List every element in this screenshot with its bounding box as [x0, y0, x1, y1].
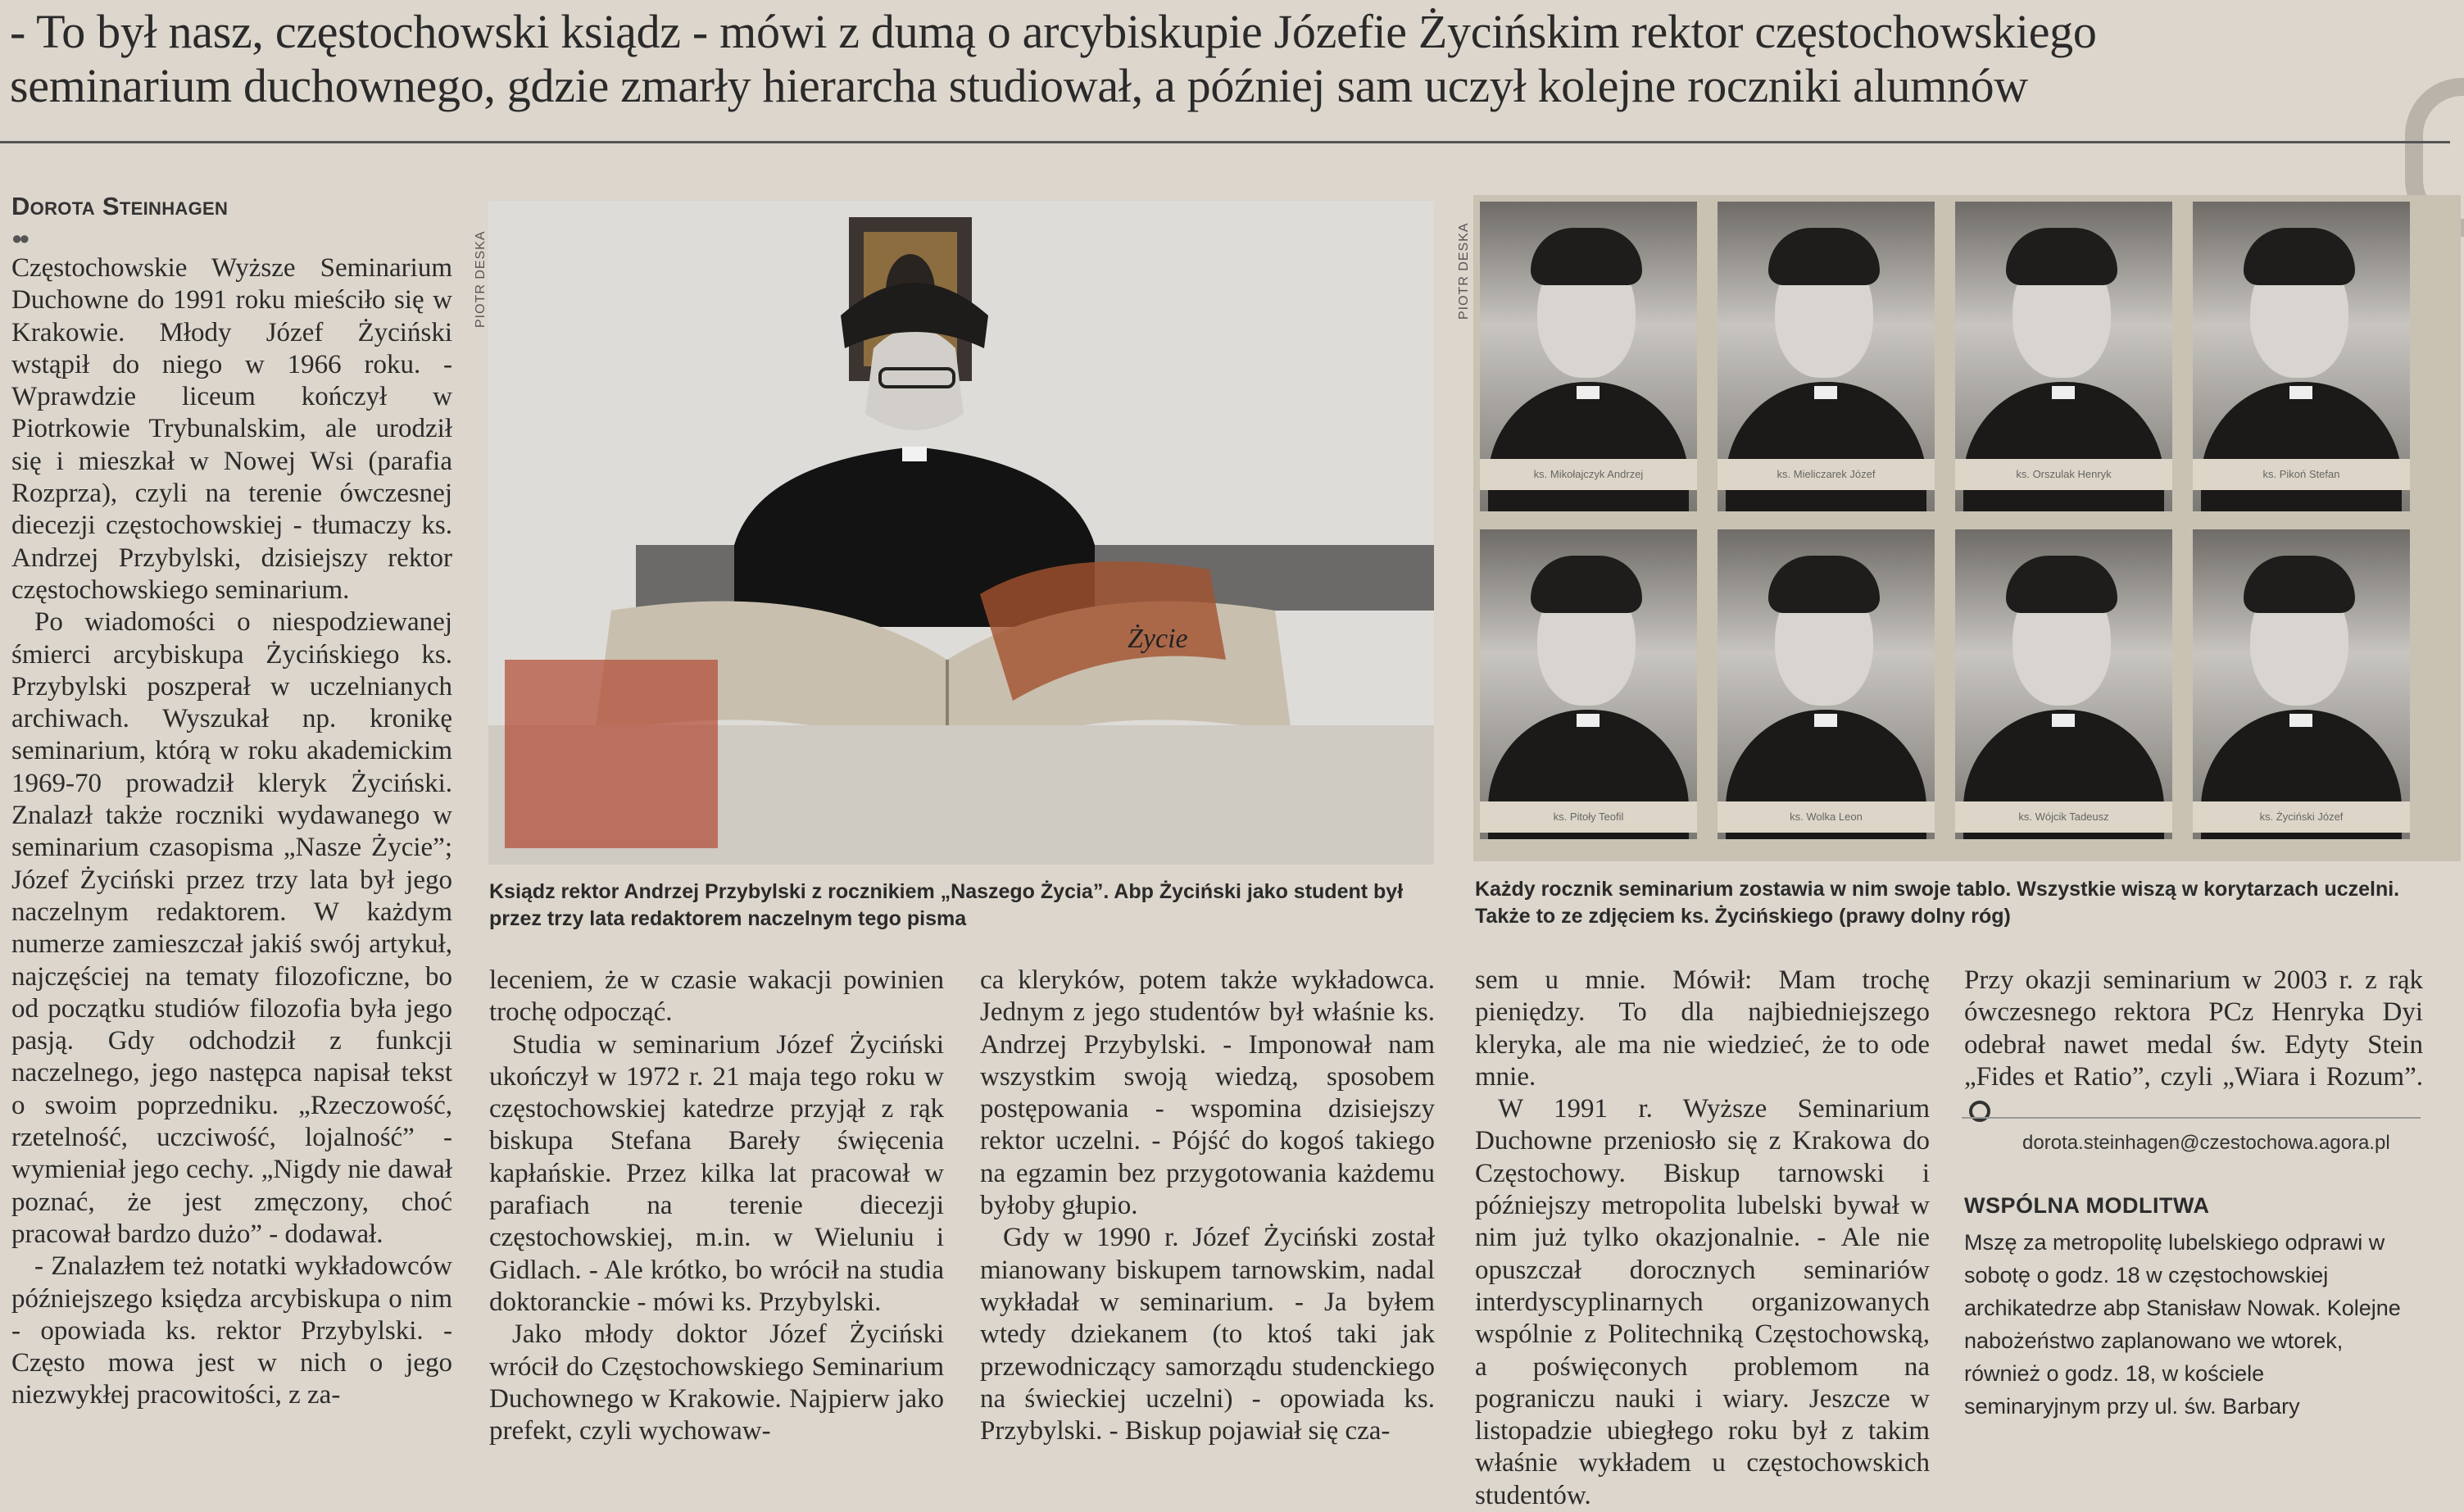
article-column-2	[489, 965, 944, 1473]
photo-illustration	[488, 201, 1434, 865]
paragraph: - Znalazłem też notatki wykładowców późniejszego księdza arcybiskupa o nim - opowiada ks. rektor Przybylski. - Często mowa jest w nich o jego niezwykłej pracowitości, z za-	[11, 1251, 452, 1410]
portrait	[1718, 529, 1935, 839]
byline: Dorota Steinhagen	[11, 192, 229, 220]
author-email: dorota.steinhagen@czestochowa.agora.pl	[2022, 1132, 2390, 1154]
photo-rector-with-yearbook	[488, 201, 1434, 865]
portrait-name: ks. Orszulak Henryk	[1955, 459, 2172, 490]
portrait-name: ks. Pikoń Stefan	[2193, 459, 2410, 490]
portrait-name: ks. Wójcik Tadeusz	[1955, 801, 2172, 833]
article-column-3	[980, 965, 1435, 1473]
article-column-1	[11, 252, 452, 1482]
paragraph-text: Przy okazji seminarium w 2003 r. z rąk ówczesnego rektora PCz Henryka Dyi odebrał nawet medal św. Edyty Stein „Fides et Ratio”, czyli „Wiara i Rozum”.	[1964, 965, 2423, 1092]
photo-2-caption: Każdy rocznik seminarium zostawia w nim swoje tablo. Wszystkie wiszą w korytarzach uczelni. Także to ze zdjęciem ks. Życińskiego (prawy dolny róg)	[1475, 878, 2400, 928]
paragraph: Gdy w 1990 r. Józef Życiński został mianowany biskupem tarnowskim, nadal wykładał w seminarium. - Ja byłem wtedy dziekanem (to ktoś taki jak przewodniczący samorządu studenckiego na świeckiej uczelni) - opowiada ks. Przybylski. - Biskup pojawiał się cza-	[980, 1223, 1435, 1446]
email-rule	[1962, 1117, 2421, 1119]
paragraph: Studia w seminarium Józef Życiński ukończył w 1972 r. 21 maja tego roku w częstochowskiej katedrze przyjął z rąk biskupa Stefana Bareły święcenia kapłańskie. Przez kilka lat pracował w parafiach na terenie diecezji częstochowskiej, m.in. w Wieluniu i Gidlach. - Ale krótko, bo wrócił na studia doktoranckie - mówi ks. Przybylski.	[489, 1029, 944, 1317]
section-body: Mszę za metropolitę lubelskiego odprawi w sobotę o godz. 18 w częstochowskiej archikatedrze abp Stanisław Nowak. Kolejne nabożeństwo zaplanowano we wtorek, również o godz. 18, w kościele seminaryjnym przy ul. św. Barbary	[1964, 1230, 2401, 1419]
paragraph: Po wiadomości o niespodziewanej śmierci arcybiskupa Życińskiego ks. Przybylski poszperał w uczelnianych archiwach. Wyszukał np. kronikę seminarium, którą w roku akademickim 1969-70 prowadził kleryk Życiński. Znalazł także roczniki wydawanego w seminarium czasopisma „Nasze Życie”; Józef Życiński przez trzy lata był jego naczelnym redaktorem. W każdym numerze zamieszczał jakiś swój artykuł, najczęściej na tematy filozoficzne, bo od początku studiów filozofia była jego pasją. Gdy odchodził z funkcji naczelnego, jego następca napisał tekst o swoim poprzedniku. „Rzeczowość, rzetelność, uczciwość, lojalność” - wymieniał jego cechy. „Nigdy nie dawał poznać, że jest zmęczony, choć pracował bardzo dużo” - dodawał.	[11, 607, 452, 1249]
photo-seminary-tablo	[1473, 195, 2461, 861]
paragraph: leceniem, że w czasie wakacji powinien trochę odpocząć.	[489, 965, 944, 1028]
book-title-text: Życie	[1128, 624, 1188, 654]
portrait-name: ks. Mikołajczyk Andrzej	[1480, 459, 1697, 490]
paragraph: Częstochowskie Wyższe Seminarium Duchowne do 1991 roku mieściło się w Krakowie. Młody Józef Życiński wstąpił do niego w 1966 roku. - Wprawdzie liceum kończył w Piotrkowie Trybunalskim, ale urodził się i mieszkał w Nowej Wsi (parafia Rozprza), czyli na terenie ówczesnej diecezji częstochowskiej - tłumaczy ks. Andrzej Przybylski, dzisiejszy rektor częstochowskiego seminarium.	[11, 253, 452, 605]
paragraph	[1964, 965, 2423, 1125]
article-column-4	[1475, 965, 1930, 1510]
headline	[10, 5, 2411, 113]
photo-credit: PIOTR DESKA	[474, 230, 488, 328]
byline-dots: ●●	[11, 228, 27, 248]
portrait	[1480, 529, 1697, 839]
photo-credit: PIOTR DESKA	[1457, 222, 1471, 320]
portrait-name: ks. Mieliczarek Józef	[1718, 459, 1935, 490]
headline-line-1: - To był nasz, częstochowski ksiądz - mówi z dumą o arcybiskupie Józefie Życińskim rektor częstochowskiego	[10, 5, 2097, 58]
portrait	[1955, 529, 2172, 839]
section-heading: WSPÓLNA MODLITWA	[1964, 1193, 2210, 1218]
headline-line-2: seminarium duchownego, gdzie zmarły hierarcha studiował, a później sam uczył kolejne roczniki alumnów	[10, 59, 2028, 112]
paragraph: sem u mnie. Mówił: Mam trochę pieniędzy. To dla najbiedniejszego kleryka, ale ma nie wiedzieć, że to ode mnie.	[1475, 965, 1930, 1092]
paragraph: Jako młody doktor Józef Życiński wrócił do Częstochowskiego Seminarium Duchownego w Krakowie. Najpierw jako prefekt, czyli wychowaw-	[489, 1319, 944, 1446]
paragraph: W 1991 r. Wyższe Seminarium Duchowne przeniosło się z Krakowa do Częstochowy. Biskup tarnowski i późniejszy metropolita lubelski bywał w nim już tylko okazjonalnie. - Ale nie opuszczał dorocznych seminariów interdyscyplinarnych organizowanych wspólnie z Politechniką Częstochowską, a poświęconych problemom na pograniczu nauki i wiary. Jeszcze w listopadzie ubiegłego roku był z takim właśnie wykładem u częstochowskich studentów.	[1475, 1094, 1930, 1510]
photo-1-caption: Ksiądz rektor Andrzej Przybylski z rocznikiem „Naszego Życia”. Abp Życiński jako student był przez trzy lata redaktorem naczelnym tego pisma	[489, 880, 1404, 930]
portrait-name: ks. Pitoły Teofil	[1480, 801, 1697, 833]
portrait-name: ks. Życiński Józef	[2193, 801, 2410, 833]
headline-rule	[0, 141, 2450, 143]
article-column-5	[1964, 965, 2423, 1104]
portrait-name: ks. Wolka Leon	[1718, 801, 1935, 833]
paragraph: ca kleryków, potem także wykładowca. Jednym z jego studentów był właśnie ks. Andrzej Przybylski. - Imponował nam wszystkim swoją wiedzą, sposobem postępowania - wspomina dzisiejszy rektor uczelni. - Pójść do kogoś takiego na egzamin bez przygotowania każdemu byłoby głupio.	[980, 965, 1435, 1221]
portrait	[2193, 529, 2410, 839]
